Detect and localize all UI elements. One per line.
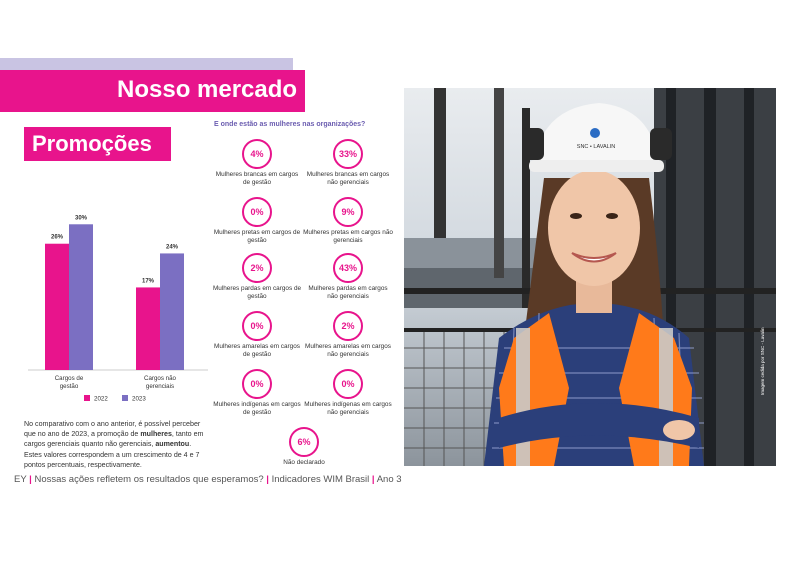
stat-value: 0% bbox=[333, 369, 363, 399]
summary-paragraph bbox=[24, 419, 204, 470]
stat-value: 0% bbox=[242, 197, 272, 227]
stat-value: 0% bbox=[242, 311, 272, 341]
data-label: 24% bbox=[165, 244, 179, 251]
legend-label: 2023 bbox=[132, 395, 146, 403]
summary-emphasis-1: mulheres bbox=[140, 430, 172, 439]
stat-label: Não declarado bbox=[283, 459, 325, 466]
worker-illustration bbox=[404, 88, 776, 466]
data-label: 17% bbox=[141, 278, 155, 285]
stat-label: Mulheres amarelas em cargos de gestão bbox=[214, 343, 300, 358]
stat-label: Mulheres indígenas em cargos não gerenciais bbox=[304, 401, 392, 416]
stat-value: 0% bbox=[242, 369, 272, 399]
footer-separator: | bbox=[29, 474, 32, 485]
footer-edition: Ano 3 bbox=[376, 474, 402, 485]
stat-value: 43% bbox=[333, 253, 363, 283]
section-title: Promoções bbox=[32, 131, 152, 156]
footer-brand: EY bbox=[14, 474, 27, 485]
stat-label: Mulheres pardas em cargos não gerenciais bbox=[308, 285, 388, 300]
legend-swatch-2022 bbox=[84, 395, 90, 401]
page-footer bbox=[14, 474, 402, 485]
bar-2022-0 bbox=[45, 244, 69, 370]
stat-value: 33% bbox=[333, 139, 363, 169]
legend-label: 2022 bbox=[94, 395, 108, 403]
stat-label: Mulheres pardas em cargos de gestão bbox=[212, 285, 302, 300]
summary-text-3: . Estes valores correspondem a um crescimento de 4 e 7 pontos percentuais, respectivamente. bbox=[24, 440, 200, 469]
data-label: 30% bbox=[74, 215, 88, 222]
summary-text-2: , tanto em cargos gerenciais quanto não gerenciais, bbox=[24, 430, 204, 449]
stat-value: 6% bbox=[289, 427, 319, 457]
page-title: Nosso mercado bbox=[117, 76, 298, 103]
promotions-bar-chart bbox=[28, 185, 213, 410]
category-label: gerenciais bbox=[145, 383, 175, 390]
footer-question: Nossas ações refletem os resultados que esperamos? bbox=[34, 474, 264, 485]
top-accent-band bbox=[0, 58, 293, 70]
stat-value: 4% bbox=[242, 139, 272, 169]
data-label: 26% bbox=[50, 234, 64, 241]
photo-credit: Imagem cedida por SNC - Lavalin bbox=[760, 327, 765, 395]
worker-photo bbox=[404, 88, 776, 466]
category-label: Cargos não bbox=[144, 375, 176, 382]
category-label: Cargos de bbox=[54, 375, 84, 382]
bar-2022-1 bbox=[136, 287, 160, 370]
footer-report: Indicadores WIM Brasil bbox=[271, 474, 370, 485]
footer-separator: | bbox=[266, 474, 269, 485]
stat-label: Mulheres brancas em cargos de gestão bbox=[215, 171, 299, 186]
stat-label: Mulheres indígenas em cargos de gestão bbox=[213, 401, 301, 416]
stat-label: Mulheres brancas em cargos não gerenciais bbox=[306, 171, 390, 186]
stat-value: 2% bbox=[242, 253, 272, 283]
stat-value: 9% bbox=[333, 197, 363, 227]
stat-label: Mulheres pretas em cargos não gerenciais bbox=[303, 229, 393, 244]
category-label: gestão bbox=[59, 383, 79, 390]
stat-value: 2% bbox=[333, 311, 363, 341]
legend-swatch-2023 bbox=[122, 395, 128, 401]
bar-2023-1 bbox=[160, 253, 184, 370]
stat-label: Mulheres pretas em cargos de gestão bbox=[213, 229, 301, 244]
question-heading: E onde estão as mulheres nas organizações? bbox=[214, 121, 366, 128]
summary-emphasis-2: aumentou bbox=[155, 440, 190, 449]
helmet-logo-text: SNC • LAVALIN bbox=[576, 144, 616, 150]
summary-text-1: No comparativo com o ano anterior, é possível perceber que no ano de 2023, a promoção de bbox=[24, 420, 201, 439]
bar-2023-0 bbox=[69, 224, 93, 370]
footer-separator: | bbox=[371, 474, 375, 485]
stat-label: Mulheres amarelas em cargos não gerenciais bbox=[305, 343, 391, 358]
